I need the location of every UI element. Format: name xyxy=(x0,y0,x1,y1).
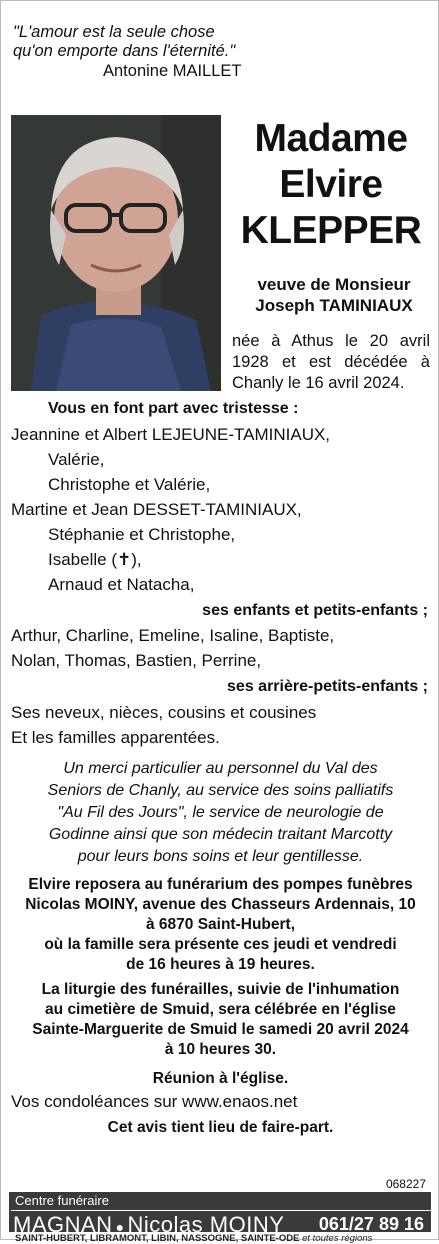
thanks-paragraph xyxy=(1,758,439,868)
thanks-line: pour leurs bons soins et leur gentillesse. xyxy=(77,848,364,865)
quote-author: Antonine MAILLET xyxy=(103,62,242,80)
thanks-line: Un merci particulier au personnel du Val des xyxy=(63,760,378,777)
funerarium-line: où la famille sera présente ces jeudi et vendredi xyxy=(44,936,397,953)
service-area xyxy=(15,1233,372,1244)
thanks-line: Godinne ainsi que son médecin traitant Marcotty xyxy=(48,826,393,843)
condolences-text: Vos condoléances sur www.enaos.net xyxy=(11,1092,298,1111)
family-line: Martine et Jean DESSET-TAMINIAUX, xyxy=(11,500,302,519)
meeting-text: Réunion à l'église. xyxy=(152,1070,289,1087)
great-grandchildren-line-1: Arthur, Charline, Emeline, Isaline, Baptiste, xyxy=(11,626,335,645)
portrait-photo xyxy=(11,115,221,391)
banner-divider xyxy=(11,1210,431,1211)
family-line: Jeannine et Albert LEJEUNE-TAMINIAUX, xyxy=(11,425,331,444)
brand-name: MAGNAN xyxy=(13,1212,113,1237)
quote-line-1: "L'amour est la seule chose xyxy=(13,23,215,41)
widow-of xyxy=(229,274,439,316)
family-line: Christophe et Valérie, xyxy=(48,475,211,494)
reference-number: 068227 xyxy=(385,1177,426,1191)
thanks-line: Seniors de Chanly, au service des soins palliatifs xyxy=(47,782,394,799)
widow-line-2: Joseph TAMINIAUX xyxy=(255,296,413,315)
family-line: Isabelle (✝), xyxy=(48,550,142,569)
notice-text: Cet avis tient lieu de faire-part. xyxy=(107,1119,334,1136)
portrait-image xyxy=(11,115,221,391)
deceased-first-name: Elvire xyxy=(279,163,383,206)
thanks-line: "Au Fil des Jours", le service de neurologie de xyxy=(57,804,384,821)
family-line: Arnaud et Natacha, xyxy=(48,575,195,594)
funerarium-line: Elvire reposera au funérarium des pompes funèbres xyxy=(28,876,413,893)
quote xyxy=(13,23,235,61)
liturgy-paragraph xyxy=(1,980,439,1060)
bullet-icon: ● xyxy=(115,1219,125,1235)
owner-name: Nicolas MOINY xyxy=(127,1212,285,1237)
family-intro: Vous en font part avec tristesse : xyxy=(48,400,299,417)
liturgy-line: Sainte-Marguerite de Smuid le samedi 20 avril 2024 xyxy=(32,1021,409,1038)
great-grandchildren-label: ses arrière-petits-enfants ; xyxy=(227,678,428,695)
cities-suffix: et toutes régions xyxy=(302,1233,373,1244)
relatives-line-1: Ses neveux, nièces, cousins et cousines xyxy=(11,703,317,722)
liturgy-line: à 10 heures 30. xyxy=(164,1041,277,1058)
relatives-line-2: Et les familles apparentées. xyxy=(11,728,220,747)
liturgy-line: La liturgie des funérailles, suivie de l'inhumation xyxy=(41,981,400,998)
family-line: Valérie, xyxy=(48,450,105,469)
quote-line-2: qu'on emporte dans l'éternité." xyxy=(13,42,236,60)
cities-list: SAINT-HUBERT, LIBRAMONT, LIBIN, NASSOGNE, SAINTE-ODE xyxy=(15,1233,300,1244)
children-label: ses enfants et petits-enfants ; xyxy=(202,602,428,619)
funerarium-line: Nicolas MOINY, avenue des Chasseurs Ardennais, 10 xyxy=(25,896,416,913)
liturgy-line: au cimetière de Smuid, sera célébrée en l'église xyxy=(45,1001,396,1018)
funeral-home-label: Centre funéraire xyxy=(11,1193,113,1208)
widow-line-1: veuve de Monsieur xyxy=(257,275,411,294)
deceased-last-name: KLEPPER xyxy=(240,209,422,252)
funerarium-line: à 6870 Saint-Hubert, xyxy=(145,916,296,933)
family-line: Stéphanie et Christophe, xyxy=(48,525,236,544)
phone-number: 061/27 89 16 xyxy=(318,1214,424,1234)
birth-death-text: née à Athus le 20 avril 1928 et est décédée à Chanly le 16 avril 2024. xyxy=(232,332,430,392)
funerarium-line: de 16 heures à 19 heures. xyxy=(126,956,315,973)
deceased-title: Madame xyxy=(254,117,408,160)
funerarium-paragraph xyxy=(1,875,439,975)
great-grandchildren-line-2: Nolan, Thomas, Bastien, Perrine, xyxy=(11,651,262,670)
